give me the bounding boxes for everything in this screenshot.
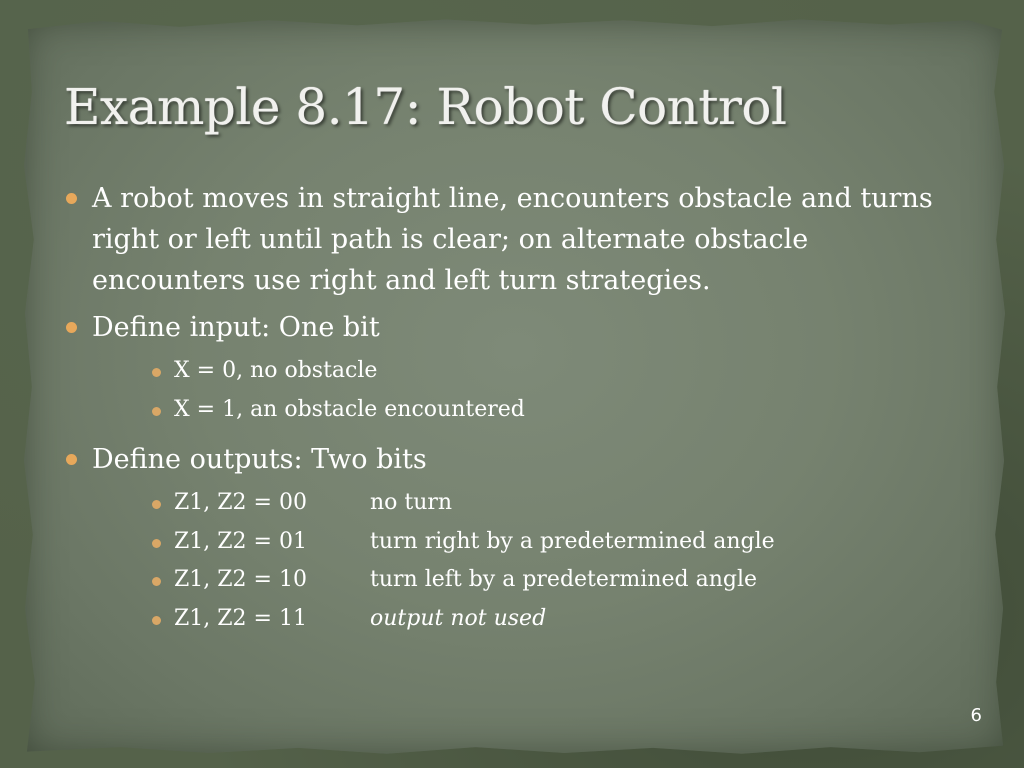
bullet-text: Define outputs: Two bits (92, 444, 427, 475)
bullet-text: A robot moves in straight line, encounters obstacle and turns right or left until path is clear; on alternate obstacle encounters use right and left turn strategies. (92, 183, 933, 296)
sub-bullet-text: X = 1, an obstacle encountered (174, 396, 525, 422)
sub-bullet-output-0 (64, 484, 944, 523)
sub-bullet-dot-icon (152, 577, 161, 586)
page-number: 6 (970, 705, 982, 726)
bullet-dot-icon (66, 322, 77, 333)
bullet-dot-icon (66, 454, 77, 465)
sub-bullet-input-0 (64, 352, 944, 391)
sub-bullet-dot-icon (152, 616, 161, 625)
output-meaning: output not used (370, 605, 547, 631)
output-meaning: turn left by a predetermined angle (370, 567, 758, 592)
output-meaning: turn right by a predetermined angle (370, 528, 775, 554)
output-code: Z1, Z2 = 01 (174, 528, 307, 554)
sub-bullet-output-2 (64, 561, 944, 600)
bullet-dot-icon (66, 193, 77, 204)
bullet-define-outputs (64, 439, 944, 480)
output-code: Z1, Z2 = 11 (174, 605, 307, 631)
sub-bullet-dot-icon (152, 539, 161, 548)
bullet-text: Define input: One bit (92, 312, 380, 343)
slide-content (64, 178, 944, 638)
sub-bullet-text: X = 0, no obstacle (174, 358, 378, 383)
output-code: Z1, Z2 = 10 (174, 567, 307, 592)
sub-bullet-input-1 (64, 391, 944, 430)
sub-bullet-dot-icon (152, 500, 161, 509)
sub-bullet-dot-icon (152, 368, 161, 377)
bullet-define-input (64, 307, 944, 348)
sub-bullet-dot-icon (152, 407, 161, 416)
sub-bullet-output-3 (64, 600, 944, 639)
slide-title: Example 8.17: Robot Control (64, 78, 787, 136)
bullet-robot-description (64, 178, 944, 301)
sub-bullet-output-1 (64, 523, 944, 562)
output-code: Z1, Z2 = 00 (174, 490, 307, 515)
output-meaning: no turn (370, 490, 453, 515)
